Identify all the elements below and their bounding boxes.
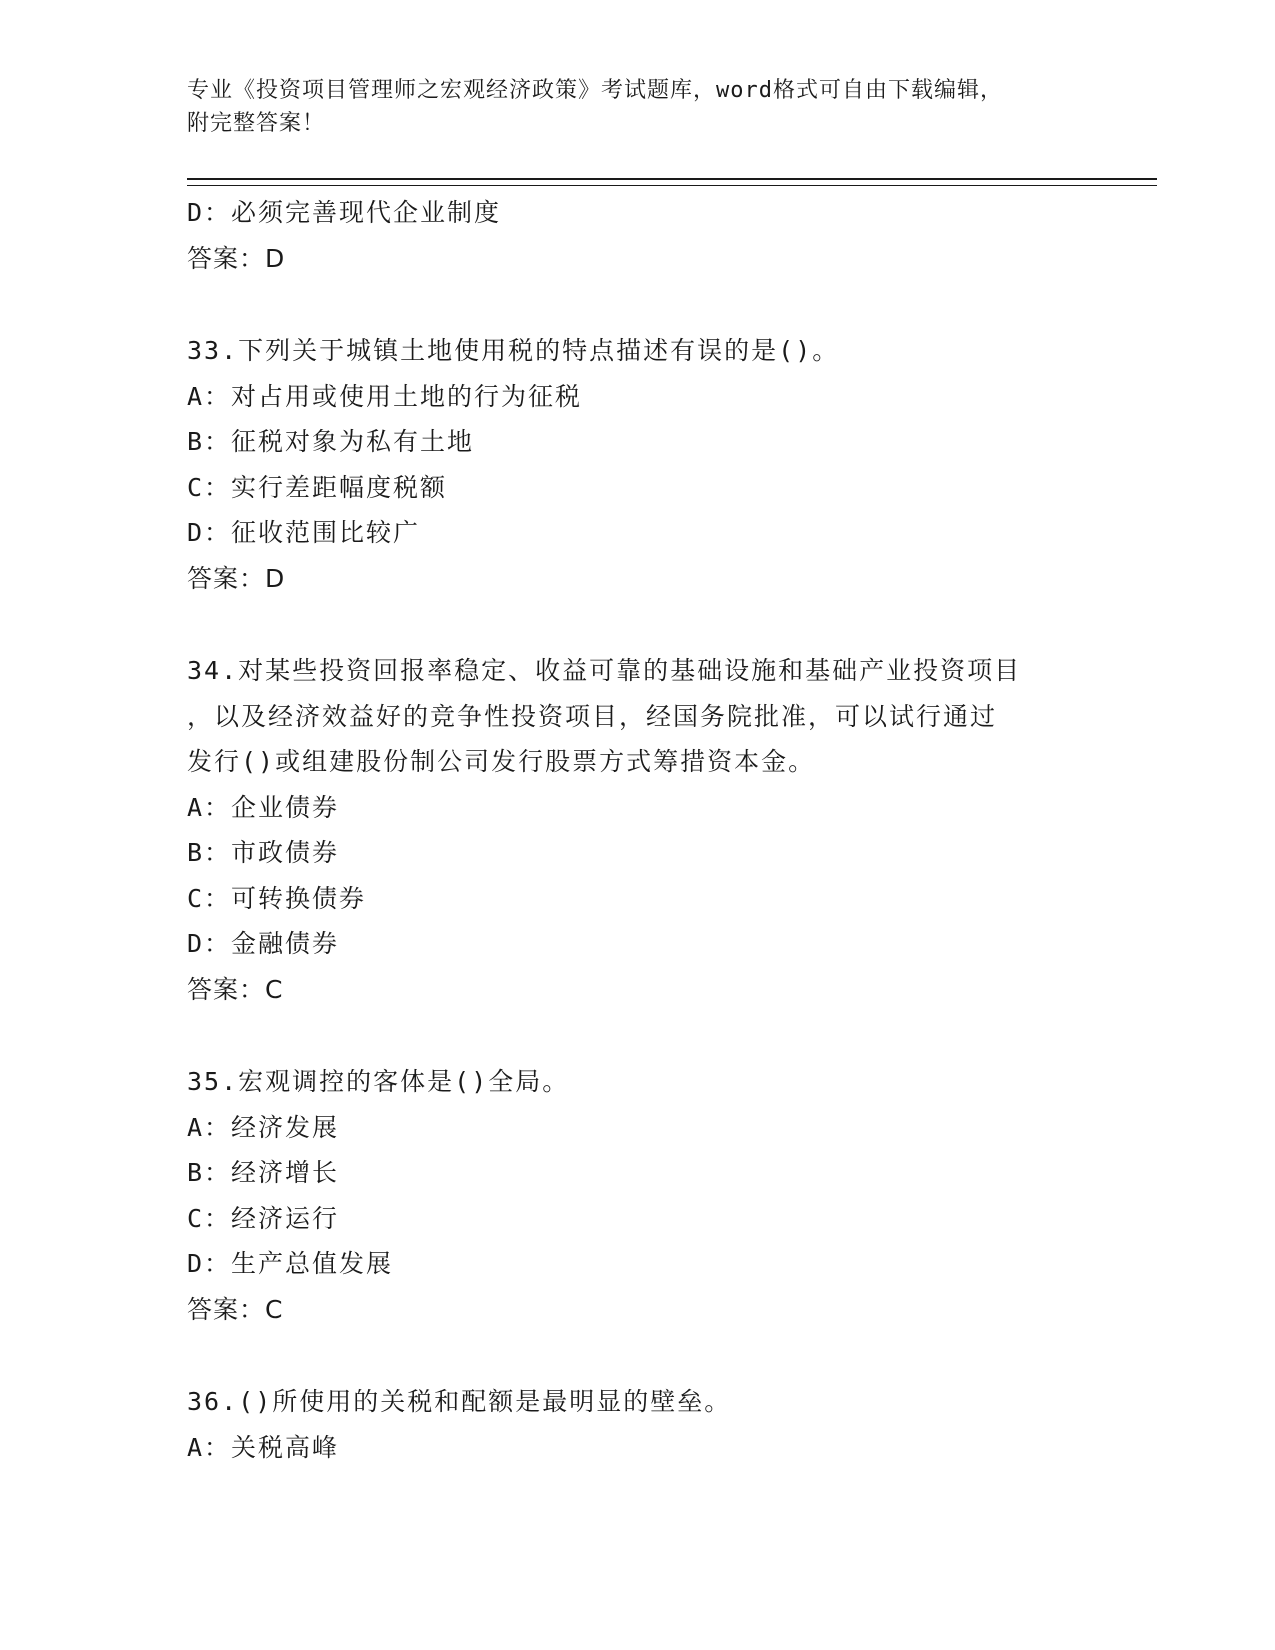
question-block-35 (187, 1059, 1157, 1332)
header-line-2: 附完整答案！ (187, 111, 326, 136)
question-stem: 36.()所使用的关税和配额是最明显的壁垒。 (187, 1387, 732, 1416)
option-d: D：金融债券 (187, 929, 340, 958)
answer-line: 答案：C (187, 1294, 284, 1324)
option-b: B：市政债券 (187, 838, 340, 867)
option-a: A：经济发展 (187, 1112, 340, 1142)
spacer (187, 1332, 1157, 1379)
question-stem: 33.下列关于城镇土地使用税的特点描述有误的是()。 (187, 336, 840, 365)
question-stem-line-1: 34.对某些投资回报率稳定、收益可靠的基础设施和基础产业投资项目 (187, 656, 1022, 685)
spacer (187, 1012, 1157, 1059)
question-stem: 35.宏观调控的客体是()全局。 (187, 1067, 570, 1096)
option-a: A：对占用或使用土地的行为征税 (187, 381, 583, 411)
option-c: C：经济运行 (187, 1203, 340, 1233)
option-d: D：征收范围比较广 (187, 518, 421, 547)
option-a: A：关税高峰 (187, 1432, 340, 1462)
question-block-prev (187, 190, 1157, 281)
header-line-1: 专业《投资项目管理师之宏观经济政策》考试题库，word格式可自由下载编辑， (187, 78, 1003, 103)
question-block-33 (187, 328, 1157, 601)
spacer (187, 601, 1157, 648)
option-d: D：生产总值发展 (187, 1249, 394, 1278)
document-header (187, 74, 1087, 140)
question-stem-line-2: ，以及经济效益好的竞争性投资项目，经国务院批准，可以试行通过 (187, 701, 998, 731)
spacer (187, 281, 1157, 328)
option-b: B：征税对象为私有土地 (187, 427, 475, 456)
answer-line: 答案：C (187, 974, 284, 1004)
option-d: D：必须完善现代企业制度 (187, 198, 502, 227)
option-c: C：可转换债券 (187, 883, 367, 913)
option-b: B：经济增长 (187, 1158, 340, 1187)
option-a: A：企业债券 (187, 792, 340, 822)
question-block-34 (187, 648, 1157, 1012)
answer-line: 答案：D (187, 243, 286, 273)
option-c: C：实行差距幅度税额 (187, 472, 448, 502)
answer-line: 答案：D (187, 563, 286, 593)
header-divider (187, 178, 1157, 186)
question-stem-line-3: 发行()或组建股份制公司发行股票方式筹措资本金。 (187, 747, 816, 776)
question-block-36 (187, 1379, 1157, 1470)
question-list (187, 190, 1157, 1470)
